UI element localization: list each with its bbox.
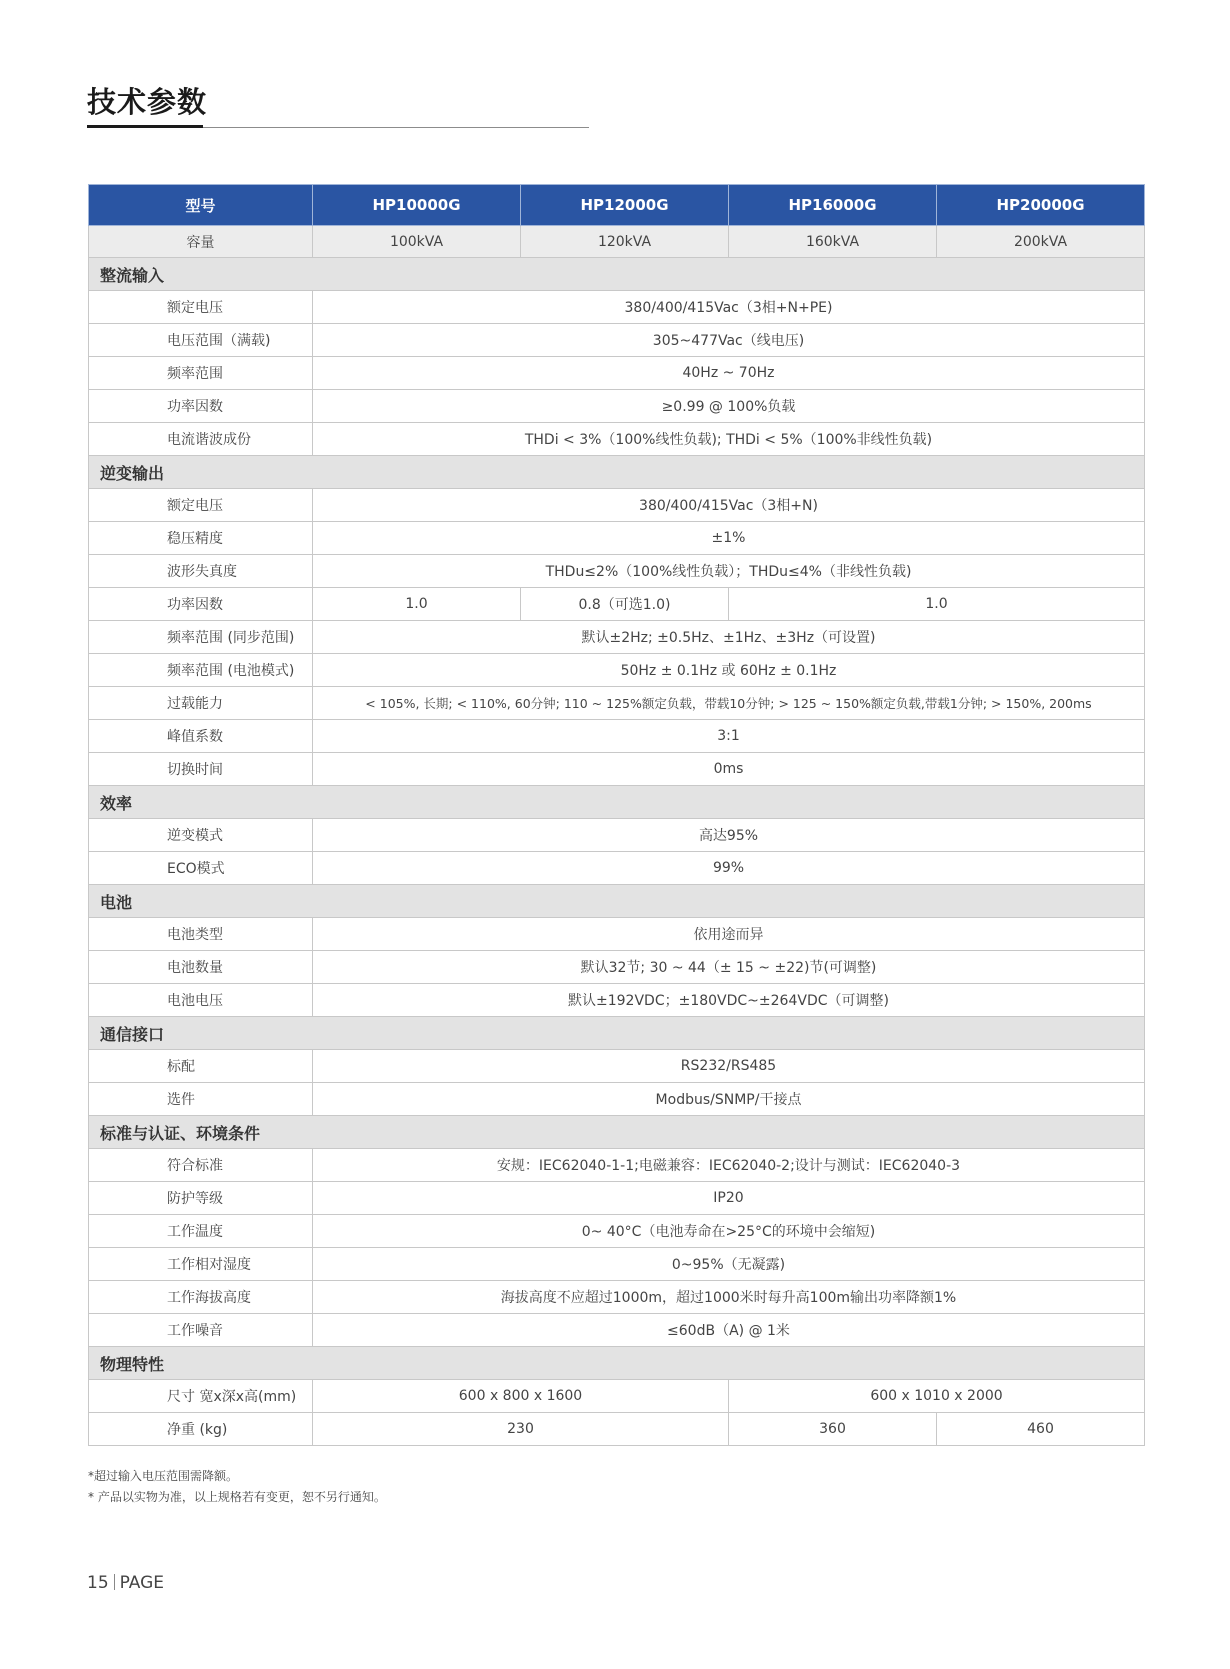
section-standards [89,1116,1145,1149]
table-row [89,1215,1145,1248]
title-accent-bar [87,125,203,128]
table-row [89,918,1145,951]
table-header-row [89,185,1145,226]
table-row [89,1380,1145,1413]
section-rectifier [89,258,1145,291]
row-value: 海拔高度不应超过1000m，超过1000米时每升高100m输出功率降额1% [313,1281,1145,1314]
table-row [89,1083,1145,1116]
table-row [89,687,1145,720]
capacity-row [89,226,1145,258]
table-row [89,324,1145,357]
section-title: 电池 [89,885,1145,918]
row-value: ±1% [313,522,1145,555]
model-hp10000g: HP10000G [313,185,521,226]
capacity-value: 200kVA [937,226,1145,258]
model-hp12000g: HP12000G [521,185,729,226]
model-hp16000g: HP16000G [729,185,937,226]
spec-table [88,184,1145,1446]
table-row [89,1182,1145,1215]
footnote: * 产品以实物为准，以上规格若有变更，恕不另行通知。 [88,1490,386,1504]
section-title: 逆变输出 [89,456,1145,489]
table-row [89,951,1145,984]
row-value: 600 x 800 x 1600 [313,1380,729,1413]
footnote: *超过输入电压范围需降额。 [88,1469,239,1483]
row-value: < 105%, 长期; < 110%, 60分钟; 110 ~ 125%额定负载，带载10分钟; > 125 ~ 150%额定负载,带载1分钟; > 150%, 200ms [313,687,1145,720]
row-label: 稳压精度 [89,522,313,555]
row-value: ≥0.99 @ 100%负载 [313,390,1145,423]
table-row [89,357,1145,390]
table-row [89,588,1145,621]
row-value: 0.8（可选1.0) [521,588,729,621]
table-row [89,753,1145,786]
row-value: Modbus/SNMP/干接点 [313,1083,1145,1116]
table-row [89,984,1145,1017]
row-label: 频率范围 (电池模式) [89,654,313,687]
capacity-value: 100kVA [313,226,521,258]
row-value: 99% [313,852,1145,885]
page-number-value: 15 [87,1573,109,1593]
section-title: 标准与认证、环境条件 [89,1116,1145,1149]
row-value: 0~ 40°C（电池寿命在>25°C的环境中会缩短) [313,1215,1145,1248]
row-value: 305~477Vac（线电压) [313,324,1145,357]
capacity-value: 120kVA [521,226,729,258]
section-title: 物理特性 [89,1347,1145,1380]
row-value: 600 x 1010 x 2000 [729,1380,1145,1413]
row-label: 工作噪音 [89,1314,313,1347]
row-label: 工作温度 [89,1215,313,1248]
row-value: 默认±2Hz; ±0.5Hz、±1Hz、±3Hz（可设置) [313,621,1145,654]
row-label: 工作相对湿度 [89,1248,313,1281]
row-value: IP20 [313,1182,1145,1215]
row-label: 电压范围（满载) [89,324,313,357]
row-value: 3:1 [313,720,1145,753]
row-value: 1.0 [729,588,1145,621]
capacity-label: 容量 [89,226,313,258]
row-label: 频率范围 [89,357,313,390]
row-label: 净重 (kg) [89,1413,313,1446]
row-value: THDu≤2%（100%线性负载）；THDu≤4%（非线性负载) [313,555,1145,588]
model-label: 型号 [89,185,313,226]
table-row [89,819,1145,852]
row-value: RS232/RS485 [313,1050,1145,1083]
section-communication [89,1017,1145,1050]
row-value: ≤60dB（A) @ 1米 [313,1314,1145,1347]
row-label: ECO模式 [89,852,313,885]
table-row [89,489,1145,522]
row-label: 峰值系数 [89,720,313,753]
section-inverter [89,456,1145,489]
row-value: THDi < 3%（100%线性负载); THDi < 5%（100%非线性负载) [313,423,1145,456]
row-value: 50Hz ± 0.1Hz 或 60Hz ± 0.1Hz [313,654,1145,687]
row-label: 额定电压 [89,489,313,522]
row-label: 选件 [89,1083,313,1116]
row-label: 电池电压 [89,984,313,1017]
section-physical [89,1347,1145,1380]
table-row [89,654,1145,687]
table-row [89,621,1145,654]
model-hp20000g: HP20000G [937,185,1145,226]
row-value: 380/400/415Vac（3相+N) [313,489,1145,522]
row-value: 默认32节; 30 ~ 44（± 15 ~ ±22)节(可调整) [313,951,1145,984]
section-title: 整流输入 [89,258,1145,291]
row-label: 波形失真度 [89,555,313,588]
row-label: 电池类型 [89,918,313,951]
row-value: 230 [313,1413,729,1446]
row-value: 0ms [313,753,1145,786]
row-label: 过载能力 [89,687,313,720]
row-label: 符合标准 [89,1149,313,1182]
row-label: 电池数量 [89,951,313,984]
row-value: 默认±192VDC；±180VDC~±264VDC（可调整) [313,984,1145,1017]
table-row [89,291,1145,324]
page-label: PAGE [119,1573,165,1593]
table-row [89,1314,1145,1347]
row-value: 1.0 [313,588,521,621]
row-value: 380/400/415Vac（3相+N+PE) [313,291,1145,324]
row-label: 功率因数 [89,390,313,423]
row-value: 460 [937,1413,1145,1446]
row-label: 尺寸 宽x深x高(mm) [89,1380,313,1413]
page-title: 技术参数 [87,85,208,119]
row-value: 360 [729,1413,937,1446]
row-label: 工作海拔高度 [89,1281,313,1314]
row-label: 标配 [89,1050,313,1083]
table-row [89,522,1145,555]
table-row [89,1413,1145,1446]
table-row [89,1050,1145,1083]
page-number-divider [114,1574,115,1590]
row-label: 功率因数 [89,588,313,621]
row-label: 额定电压 [89,291,313,324]
section-efficiency [89,786,1145,819]
capacity-value: 160kVA [729,226,937,258]
section-battery [89,885,1145,918]
table-row [89,1281,1145,1314]
row-value: 依用途而异 [313,918,1145,951]
page-number [87,1573,164,1593]
table-row [89,720,1145,753]
table-row [89,1149,1145,1182]
row-label: 电流谐波成份 [89,423,313,456]
row-value: 安规：IEC62040-1-1;电磁兼容：IEC62040-2;设计与测试：IEC62040-3 [313,1149,1145,1182]
table-row [89,852,1145,885]
row-label: 逆变模式 [89,819,313,852]
table-row [89,1248,1145,1281]
row-value: 40Hz ~ 70Hz [313,357,1145,390]
row-label: 切换时间 [89,753,313,786]
table-row [89,555,1145,588]
section-title: 通信接口 [89,1017,1145,1050]
section-title: 效率 [89,786,1145,819]
row-value: 高达95% [313,819,1145,852]
row-label: 防护等级 [89,1182,313,1215]
table-row [89,390,1145,423]
table-row [89,423,1145,456]
row-value: 0~95%（无凝露) [313,1248,1145,1281]
row-label: 频率范围 (同步范围) [89,621,313,654]
